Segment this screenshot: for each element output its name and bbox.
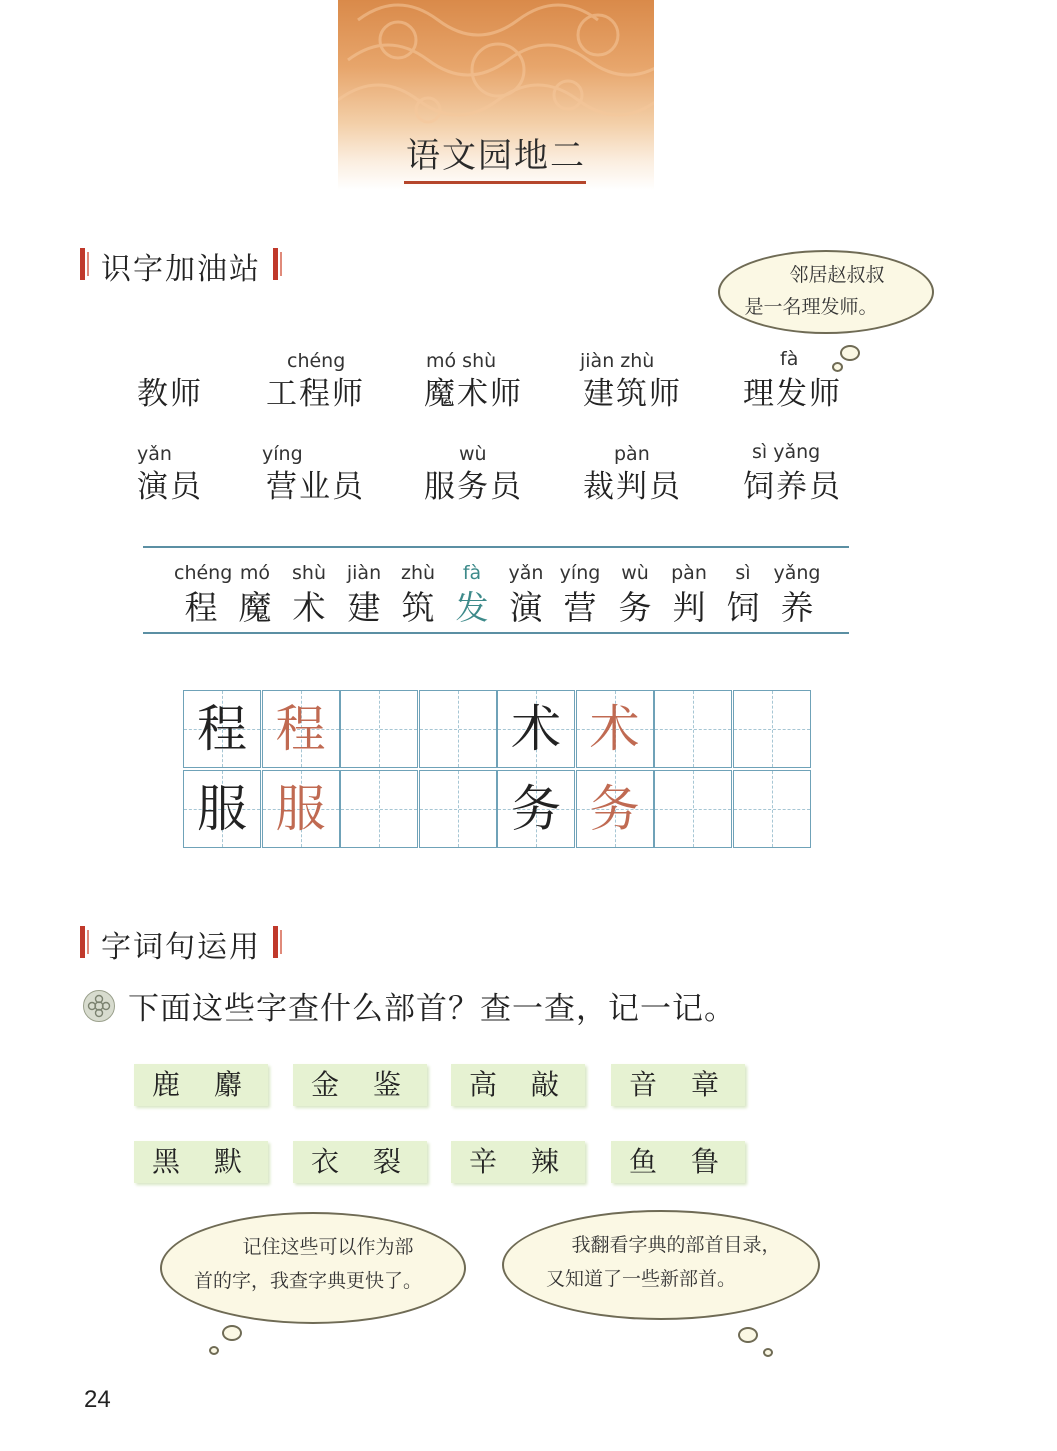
exercise-instruction: 下面这些字查什么部首？查一查，记一记。: [128, 991, 736, 1027]
writing-character: 服: [197, 780, 247, 838]
strip-bottom-rule: [143, 632, 849, 634]
section-title-1: 识字加油站: [101, 252, 261, 287]
derived-character: 默: [214, 1145, 243, 1178]
strip-character: 术: [292, 588, 326, 627]
writing-character: 服: [275, 780, 326, 838]
vocab-word: 魔术师: [424, 376, 523, 412]
vocab-word: 建筑师: [583, 376, 682, 412]
writing-cell[interactable]: [340, 690, 418, 768]
bubble-dot: [222, 1325, 242, 1341]
radical-character: 衣: [311, 1145, 340, 1178]
radical-pair-tile: [611, 1064, 745, 1106]
speech-bubble-left: [160, 1212, 466, 1324]
strip-character: 发: [455, 588, 489, 627]
strip-character: 演: [509, 588, 543, 627]
writing-cell[interactable]: [576, 690, 654, 768]
writing-character: 务: [511, 780, 561, 838]
bubble-line: 我翻看字典的部首目录，: [571, 1234, 781, 1256]
pinyin: yíng: [262, 443, 303, 465]
derived-character: 麝: [214, 1068, 243, 1101]
section-marker-right: [273, 248, 278, 280]
writing-cell[interactable]: [576, 770, 654, 848]
bubble-dot: [738, 1327, 758, 1343]
writing-cell[interactable]: [262, 770, 340, 848]
bubble-dot: [840, 345, 860, 361]
radical-character: 金: [311, 1068, 340, 1101]
strip-pinyin: shù: [292, 562, 326, 584]
writing-character: 术: [589, 700, 640, 758]
strip-character: 判: [672, 588, 706, 627]
radical-pair-tile: [611, 1141, 745, 1183]
radical-character: 鱼: [629, 1145, 658, 1178]
pinyin: mó shù: [426, 350, 497, 372]
radical-character: 黑: [152, 1145, 181, 1178]
radical-pair-tile: [451, 1141, 585, 1183]
strip-pinyin: sì: [735, 562, 751, 584]
writing-character: 程: [275, 700, 326, 758]
strip-character: 程: [184, 588, 218, 627]
vocab-word: 教师: [137, 376, 203, 412]
derived-character: 鲁: [691, 1145, 720, 1178]
writing-cell[interactable]: [497, 770, 575, 848]
pinyin: wù: [459, 443, 487, 465]
writing-character: 术: [511, 700, 561, 758]
radical-character: 高: [469, 1068, 498, 1101]
strip-pinyin: yǎng: [773, 562, 821, 584]
derived-character: 裂: [373, 1145, 402, 1178]
derived-character: 鉴: [373, 1068, 402, 1101]
writing-cell[interactable]: [183, 770, 261, 848]
radical-pair-tile: [134, 1064, 268, 1106]
strip-pinyin: chéng: [174, 562, 233, 584]
bubble-line: 邻居赵叔叔: [789, 264, 885, 286]
pinyin: fà: [780, 348, 799, 370]
vocab-word: 裁判员: [583, 469, 682, 505]
section-marker-right: [273, 926, 278, 958]
writing-character: 程: [197, 700, 247, 758]
radical-pair-tile: [134, 1141, 268, 1183]
strip-character: 饲: [726, 588, 760, 627]
bubble-line: 又知道了一些新部首。: [545, 1268, 736, 1290]
strip-pinyin: fà: [462, 562, 482, 584]
section-marker-left: [80, 926, 85, 958]
derived-character: 章: [691, 1068, 720, 1101]
flower-icon: [84, 991, 114, 1021]
strip-character: 建: [347, 588, 381, 627]
vocab-word: 工程师: [266, 376, 365, 412]
bubble-dot: [209, 1346, 219, 1355]
bubble-line: 记住这些可以作为部: [242, 1236, 414, 1258]
strip-pinyin: wù: [621, 562, 649, 584]
strip-pinyin: yǎn: [508, 562, 544, 584]
writing-cell[interactable]: [654, 690, 732, 768]
strip-pinyin: pàn: [671, 562, 707, 584]
strip-character: 魔: [238, 588, 272, 627]
page-number: 24: [84, 1386, 111, 1413]
pinyin: sì yǎng: [752, 441, 821, 463]
strip-character: 筑: [401, 588, 435, 627]
bubble-line: 是一名理发师。: [744, 296, 878, 318]
exercise-icon: [83, 990, 115, 1022]
writing-character: 务: [589, 780, 640, 838]
writing-cell[interactable]: [654, 770, 732, 848]
vocab-word: 营业员: [266, 469, 365, 505]
strip-pinyin: yíng: [559, 562, 601, 584]
strip-pinyin: jiàn: [346, 562, 382, 584]
radical-pair-tile: [293, 1064, 427, 1106]
writing-cell[interactable]: [262, 690, 340, 768]
speech-bubble-right: [502, 1210, 820, 1320]
derived-character: 辣: [531, 1145, 560, 1178]
bubble-dot: [763, 1348, 773, 1357]
writing-cell[interactable]: [733, 770, 811, 848]
writing-cell[interactable]: [497, 690, 575, 768]
pinyin: yǎn: [137, 443, 172, 465]
title-underline: [404, 181, 586, 184]
strip-top-rule: [143, 546, 849, 548]
derived-character: 敲: [531, 1068, 560, 1101]
pinyin: jiàn zhù: [580, 350, 655, 372]
bubble-line: 首的字，我查字典更快了。: [193, 1270, 422, 1292]
strip-pinyin: zhù: [400, 562, 436, 584]
writing-cell[interactable]: [340, 770, 418, 848]
vocab-word: 饲养员: [743, 469, 842, 505]
pinyin: chéng: [287, 350, 346, 372]
vocab-word: 理发师: [743, 376, 842, 412]
vocab-word: 演员: [137, 469, 203, 505]
strip-character: 养: [780, 588, 814, 627]
radical-pair-tile: [293, 1141, 427, 1183]
page-title: 语文园地二: [406, 136, 586, 176]
radical-character: 鹿: [152, 1068, 181, 1101]
writing-cell[interactable]: [419, 770, 497, 848]
strip-pinyin: mó: [239, 562, 271, 584]
radical-pair-tile: [451, 1064, 585, 1106]
vocab-word: 服务员: [424, 469, 523, 505]
radical-character: 辛: [469, 1145, 498, 1178]
section-marker-left: [80, 248, 85, 280]
pinyin: pàn: [614, 443, 650, 465]
writing-cell[interactable]: [419, 690, 497, 768]
writing-cell[interactable]: [733, 690, 811, 768]
section-title-2: 字词句运用: [101, 930, 261, 965]
writing-cell[interactable]: [183, 690, 261, 768]
radical-character: 音: [629, 1068, 658, 1101]
speech-bubble-barber: [718, 250, 934, 334]
strip-character: 务: [618, 588, 652, 627]
strip-character: 营: [563, 588, 597, 627]
